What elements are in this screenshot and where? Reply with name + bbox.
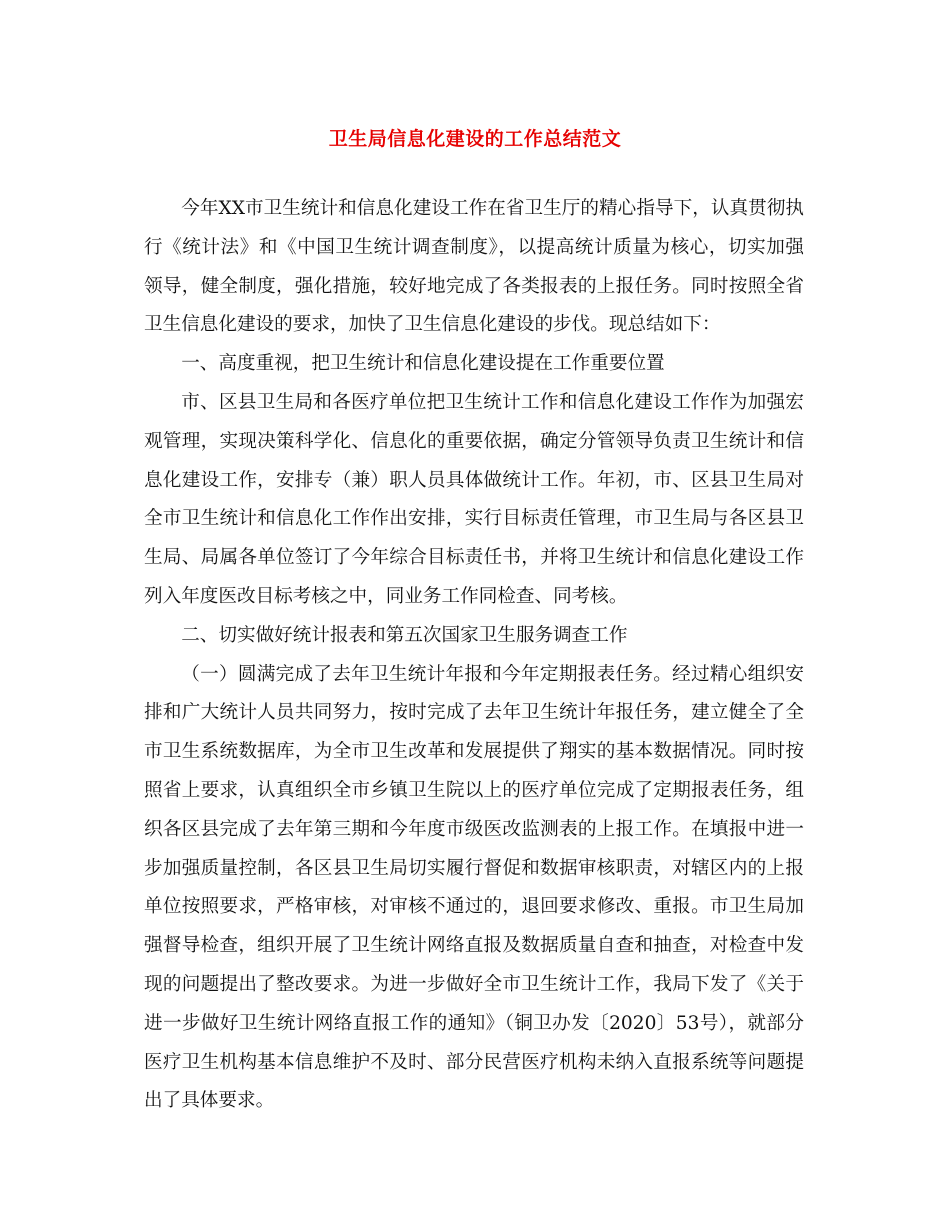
document-title: 卫生局信息化建设的工作总结范文 [328,128,622,150]
section-heading-2: 二、切实做好统计报表和第五次国家卫生服务调查工作 [181,624,628,646]
paragraph-section-2-item-1: （一）圆满完成了去年卫生统计年报和今年定期报表任务。经过精心组织安排和广大统计人员共同努力，按时完成了去年卫生统计年报任务，建立健全了全市卫生系统数据库，为全市卫生改革和发展提供了翔实的基本数据情况。同时按照省上要求，认真组织全市乡镇卫生院以上的医疗单位完成了定期报表任务，组织各区县完成了去年第三期和今年度市级医改监测表的上报工作。在填报中进一步加强质量控制，各区县卫生局切实履行督促和数据审核职责，对辖区内的上报单位按照要求，严格审核，对审核不通过的，退回要求修改、重报。市卫生局加强督导检查，组织开展了卫生统计网络直报及数据质量自查和抽查，对检查中发现的问题提出了整改要求。为进一步做好全市卫生统计工作，我局下发了《关于进一步做好卫生统计网络直报工作的通知》（铜卫办发〔2020〕53号），就部分医疗卫生机构基本信息维护不及时、部分民营医疗机构未纳入直报系统等问题提出了具体要求。 [144,663,804,1112]
document-body [144,190,804,1121]
paragraph-intro: 今年XX市卫生统计和信息化建设工作在省卫生厅的精心指导下，认真贯彻执行《统计法》和《中国卫生统计调查制度》，以提高统计质量为核心，切实加强领导，健全制度，强化措施，较好地完成了各类报表的上报任务。同时按照全省卫生信息化建设的要求，加快了卫生信息化建设的步伐。现总结如下： [144,198,804,336]
paragraph-section-1: 市、区县卫生局和各医疗单位把卫生统计工作和信息化建设工作作为加强宏观管理，实现决策科学化、信息化的重要依据，确定分管领导负责卫生统计和信息化建设工作，安排专（兼）职人员具体做统计工作。年初，市、区县卫生局对全市卫生统计和信息化工作作出安排，实行目标责任管理，市卫生局与各区县卫生局、局属各单位签订了今年综合目标责任书，并将卫生统计和信息化建设工作列入年度医改目标考核之中，同业务工作同检查、同考核。 [144,391,804,607]
section-heading-1: 一、高度重视，把卫生统计和信息化建设提在工作重要位置 [181,353,665,375]
